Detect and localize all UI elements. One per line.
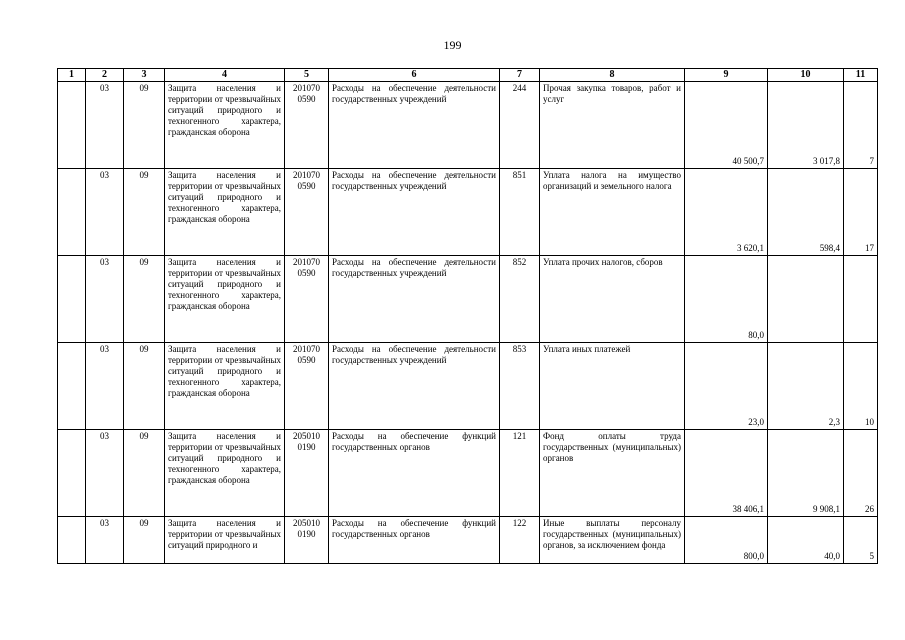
page-number: 199 [443, 38, 462, 52]
cell-target-name: Расходы на обеспечение функций государственных органов [329, 430, 500, 517]
column-header: 8 [540, 69, 685, 82]
cell-section-name: Защита населения и территории от чрезвычайных ситуаций природного и техногенного характера, гражданская оборона [165, 169, 285, 256]
cell-subsection: 09 [124, 82, 165, 169]
cell-expense-name: Иные выплаты персоналу государственных (муниципальных) органов, за исключением фонда [540, 517, 685, 564]
column-header: 3 [124, 69, 165, 82]
cell-subsection: 09 [124, 256, 165, 343]
cell-actual [768, 256, 844, 343]
cell-col1 [58, 82, 86, 169]
table-row [58, 169, 878, 256]
cell-percent: 17 [844, 169, 878, 256]
table-row [58, 256, 878, 343]
cell-section-name: Защита населения и территории от чрезвычайных ситуаций природного и [165, 517, 285, 564]
cell-section-name: Защита населения и территории от чрезвычайных ситуаций природного и техногенного характера, гражданская оборона [165, 82, 285, 169]
column-header: 6 [329, 69, 500, 82]
cell-plan: 23,0 [685, 343, 768, 430]
column-header: 10 [768, 69, 844, 82]
cell-section: 03 [86, 169, 124, 256]
cell-target-name: Расходы на обеспечение деятельности государственных учреждений [329, 82, 500, 169]
cell-section: 03 [86, 430, 124, 517]
cell-target-name: Расходы на обеспечение функций государственных органов [329, 517, 500, 564]
column-header: 9 [685, 69, 768, 82]
cell-expense-code: 851 [500, 169, 540, 256]
cell-plan: 80,0 [685, 256, 768, 343]
cell-section: 03 [86, 343, 124, 430]
cell-target-name: Расходы на обеспечение деятельности государственных учреждений [329, 169, 500, 256]
cell-actual: 3 017,8 [768, 82, 844, 169]
cell-expense-code: 853 [500, 343, 540, 430]
cell-section-name: Защита населения и территории от чрезвычайных ситуаций природного и техногенного характера, гражданская оборона [165, 343, 285, 430]
cell-col1 [58, 430, 86, 517]
cell-expense-code: 122 [500, 517, 540, 564]
cell-expense-code: 121 [500, 430, 540, 517]
cell-col1 [58, 343, 86, 430]
cell-plan: 38 406,1 [685, 430, 768, 517]
cell-subsection: 09 [124, 169, 165, 256]
cell-target-code: 201070 0590 [285, 169, 329, 256]
cell-subsection: 09 [124, 430, 165, 517]
header-row [58, 69, 878, 82]
column-header: 1 [58, 69, 86, 82]
cell-expense-name: Уплата прочих налогов, сборов [540, 256, 685, 343]
cell-target-code: 205010 0190 [285, 517, 329, 564]
cell-plan: 40 500,7 [685, 82, 768, 169]
cell-section: 03 [86, 256, 124, 343]
cell-subsection: 09 [124, 343, 165, 430]
column-header: 4 [165, 69, 285, 82]
cell-percent: 5 [844, 517, 878, 564]
cell-plan: 800,0 [685, 517, 768, 564]
table-row [58, 343, 878, 430]
cell-col1 [58, 169, 86, 256]
cell-target-name: Расходы на обеспечение деятельности государственных учреждений [329, 343, 500, 430]
cell-actual: 2,3 [768, 343, 844, 430]
cell-expense-name: Уплата налога на имущество организаций и земельного налога [540, 169, 685, 256]
cell-percent: 7 [844, 82, 878, 169]
cell-percent: 10 [844, 343, 878, 430]
cell-col1 [58, 517, 86, 564]
cell-expense-code: 244 [500, 82, 540, 169]
table-row [58, 517, 878, 564]
column-header: 11 [844, 69, 878, 82]
cell-section: 03 [86, 82, 124, 169]
table-row [58, 430, 878, 517]
cell-percent: 26 [844, 430, 878, 517]
cell-section: 03 [86, 517, 124, 564]
column-header: 7 [500, 69, 540, 82]
cell-target-code: 201070 0590 [285, 256, 329, 343]
cell-col1 [58, 256, 86, 343]
cell-target-name: Расходы на обеспечение деятельности государственных учреждений [329, 256, 500, 343]
cell-percent [844, 256, 878, 343]
cell-target-code: 205010 0190 [285, 430, 329, 517]
cell-target-code: 201070 0590 [285, 343, 329, 430]
cell-section-name: Защита населения и территории от чрезвычайных ситуаций природного и техногенного характера, гражданская оборона [165, 430, 285, 517]
cell-actual: 598,4 [768, 169, 844, 256]
column-header: 5 [285, 69, 329, 82]
cell-subsection: 09 [124, 517, 165, 564]
cell-expense-name: Прочая закупка товаров, работ и услуг [540, 82, 685, 169]
cell-plan: 3 620,1 [685, 169, 768, 256]
column-header: 2 [86, 69, 124, 82]
cell-actual: 9 908,1 [768, 430, 844, 517]
cell-target-code: 201070 0590 [285, 82, 329, 169]
table-row [58, 82, 878, 169]
cell-expense-name: Фонд оплаты труда государственных (муниципальных) органов [540, 430, 685, 517]
cell-expense-name: Уплата иных платежей [540, 343, 685, 430]
cell-section-name: Защита населения и территории от чрезвычайных ситуаций природного и техногенного характера, гражданская оборона [165, 256, 285, 343]
cell-actual: 40,0 [768, 517, 844, 564]
cell-expense-code: 852 [500, 256, 540, 343]
budget-table [57, 68, 878, 564]
